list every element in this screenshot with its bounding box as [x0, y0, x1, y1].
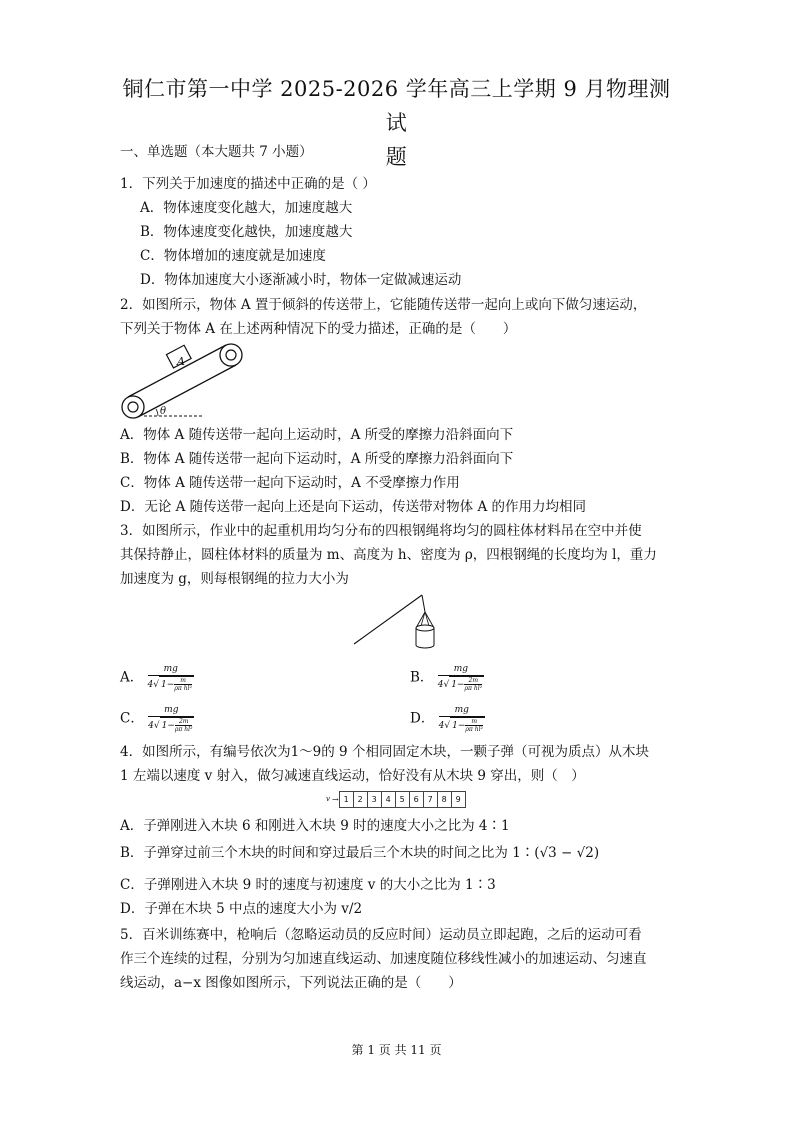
wood-block-7: 7 — [423, 791, 438, 808]
wood-block-9: 9 — [451, 791, 466, 808]
block-a-label: A — [177, 355, 185, 368]
q2-option-c: C．物体 A 随传送带一起向下运动时，A 不受摩擦力作用 — [120, 475, 460, 491]
formula-coefficient: 4 — [148, 721, 154, 731]
formula-coefficient: 4 — [437, 680, 444, 690]
q4-stem-2: 1 左端以速度 v 射入，做匀减速直线运动，恰好没有从木块 9 穿出，则（ ） — [120, 768, 585, 784]
q1-stem: 1．下列关于加速度的描述中正确的是（ ） — [120, 176, 376, 192]
q4-option-c: C．子弹刚进入木块 9 时的速度与初速度 v 的大小之比为 1∶3 — [120, 877, 496, 893]
inner-denominator: ρπ hl² — [465, 726, 483, 733]
q4-option-a: A．子弹刚进入木块 6 和刚进入木块 9 时的速度大小之比为 4∶1 — [120, 818, 510, 834]
q3-option-b — [410, 664, 484, 692]
formula-numerator: mg — [438, 664, 484, 676]
wood-block-5: 5 — [395, 791, 410, 808]
theta-label: θ — [160, 406, 167, 417]
q3-stem-1: 3．如图所示，作业中的起重机用均匀分布的四根钢绳将均匀的圆柱体材料吊在空中并使 — [120, 523, 642, 539]
q3-option-d-label: D． — [410, 710, 435, 727]
title-line-2: 题 — [385, 145, 408, 169]
q2-option-d: D．无论 A 随传送带一起向上还是向下运动，传送带对物体 A 的作用力均相同 — [120, 499, 586, 515]
wood-block-4: 4 — [381, 791, 396, 808]
formula-numerator: mg — [148, 705, 194, 717]
formula-numerator: mg — [439, 705, 485, 717]
wood-block-8: 8 — [437, 791, 452, 808]
q4-option-b: B．子弹穿过前三个木块的时间和穿过最后三个木块的时间之比为 1∶(√3 − √2) — [120, 845, 600, 861]
inner-denominator: ρπ hl² — [174, 726, 193, 733]
q4-option-d: D．子弹在木块 5 中点的速度大小为 v/2 — [120, 901, 363, 917]
q3-option-a — [120, 664, 194, 692]
q5-stem-1: 5．百米训练赛中，枪响后（忽略运动员的反应时间）运动员立即起跑，之后的运动可看 — [120, 927, 642, 943]
page-footer: 第 1 页 共 11 页 — [351, 1043, 442, 1057]
inner-numerator: 2m — [464, 677, 482, 685]
wood-block-1: 1 — [339, 791, 354, 808]
inner-denominator: ρπ hl² — [174, 685, 192, 692]
q3-option-c — [120, 705, 194, 733]
q5-stem-2: 作三个连续的过程，分别为匀加速直线运动、加速度随位移线性减小的加速运动、匀速直 — [120, 951, 647, 967]
wood-block-6: 6 — [409, 791, 424, 808]
formula-one-minus: 1− — [161, 680, 175, 690]
wooden-blocks-figure — [326, 791, 466, 807]
section-heading: 一、单选题（本大题共 7 小题） — [120, 144, 313, 160]
q3-stem-3: 加速度为 g，则每根钢绳的拉力大小为 — [120, 571, 349, 587]
q3-option-b-label: B． — [410, 669, 434, 686]
q3-option-c-formula: mg 4√ 1− $\frac{2m}{\text{ρπ hl²}}$ — [148, 705, 193, 733]
q1-option-c: C．物体增加的速度就是加速度 — [140, 248, 326, 264]
wood-block-2: 2 — [353, 791, 368, 808]
q3-stem-2: 其保持静止，圆柱体材料的质量为 m、高度为 h、密度为 ρ，四根钢绳的长度均为 l，重力 — [120, 547, 657, 563]
q1-option-b: B．物体速度变化越快，加速度越大 — [140, 224, 353, 240]
wood-block-3: 3 — [367, 791, 382, 808]
inner-numerator: m — [465, 718, 483, 726]
arrow-icon: → — [331, 794, 339, 804]
q3-option-b-formula: mg 4√ 1− $\frac{2m}{\text{ρπ hl²}}$ — [437, 664, 483, 692]
q1-option-a: A．物体速度变化越大，加速度越大 — [140, 200, 353, 216]
q1-option-d: D．物体加速度大小逐渐减小时，物体一定做减速运动 — [140, 272, 462, 288]
inner-numerator: m — [174, 677, 192, 685]
q3-option-d — [410, 705, 485, 733]
block-row — [340, 791, 466, 808]
q3-option-d-formula: mg 4√ 1− $\frac{m}{\text{ρπ hl²}}$ — [438, 705, 483, 733]
q2-stem-1: 2．如图所示，物体 A 置于倾斜的传送带上，它能随传送带一起向上或向下做匀速运动， — [120, 297, 647, 313]
q2-option-a: A．物体 A 随传送带一起向上运动时，A 所受的摩擦力沿斜面向下 — [120, 427, 514, 443]
q3-option-a-formula: mg 4√ 1− $\frac{m}{\text{ρπ hl²}}$ — [147, 664, 192, 692]
crane-figure — [352, 590, 452, 652]
formula-coefficient: 4 — [438, 721, 445, 731]
q2-option-b: B．物体 A 随传送带一起向下运动时，A 所受的摩擦力沿斜面向下 — [120, 451, 514, 467]
formula-one-minus: 1− — [452, 721, 466, 731]
formula-numerator: mg — [148, 664, 194, 676]
q2-stem-2: 下列关于物体 A 在上述两种情况下的受力描述，正确的是（ ） — [120, 321, 517, 337]
q4-stem-1: 4．如图所示，有编号依次为1～9的 9 个相同固定木块，一颗子弹（可视为质点）从木块 — [120, 744, 649, 760]
q5-stem-3: 线运动，a−x 图像如图所示，下列说法正确的是（ ） — [120, 975, 462, 991]
velocity-label: v — [326, 795, 330, 803]
q3-option-a-label: A． — [120, 669, 144, 686]
inner-numerator: 2m — [175, 718, 193, 726]
formula-one-minus: 1− — [451, 680, 465, 690]
formula-one-minus: 1− — [161, 721, 175, 731]
inner-denominator: ρπ hl² — [464, 685, 483, 692]
formula-coefficient: 4 — [147, 680, 154, 690]
q3-option-c-label: C． — [120, 710, 144, 727]
title-line-1: 铜仁市第一中学 2025-2026 学年高三上学期 9 月物理测试 — [122, 77, 671, 135]
